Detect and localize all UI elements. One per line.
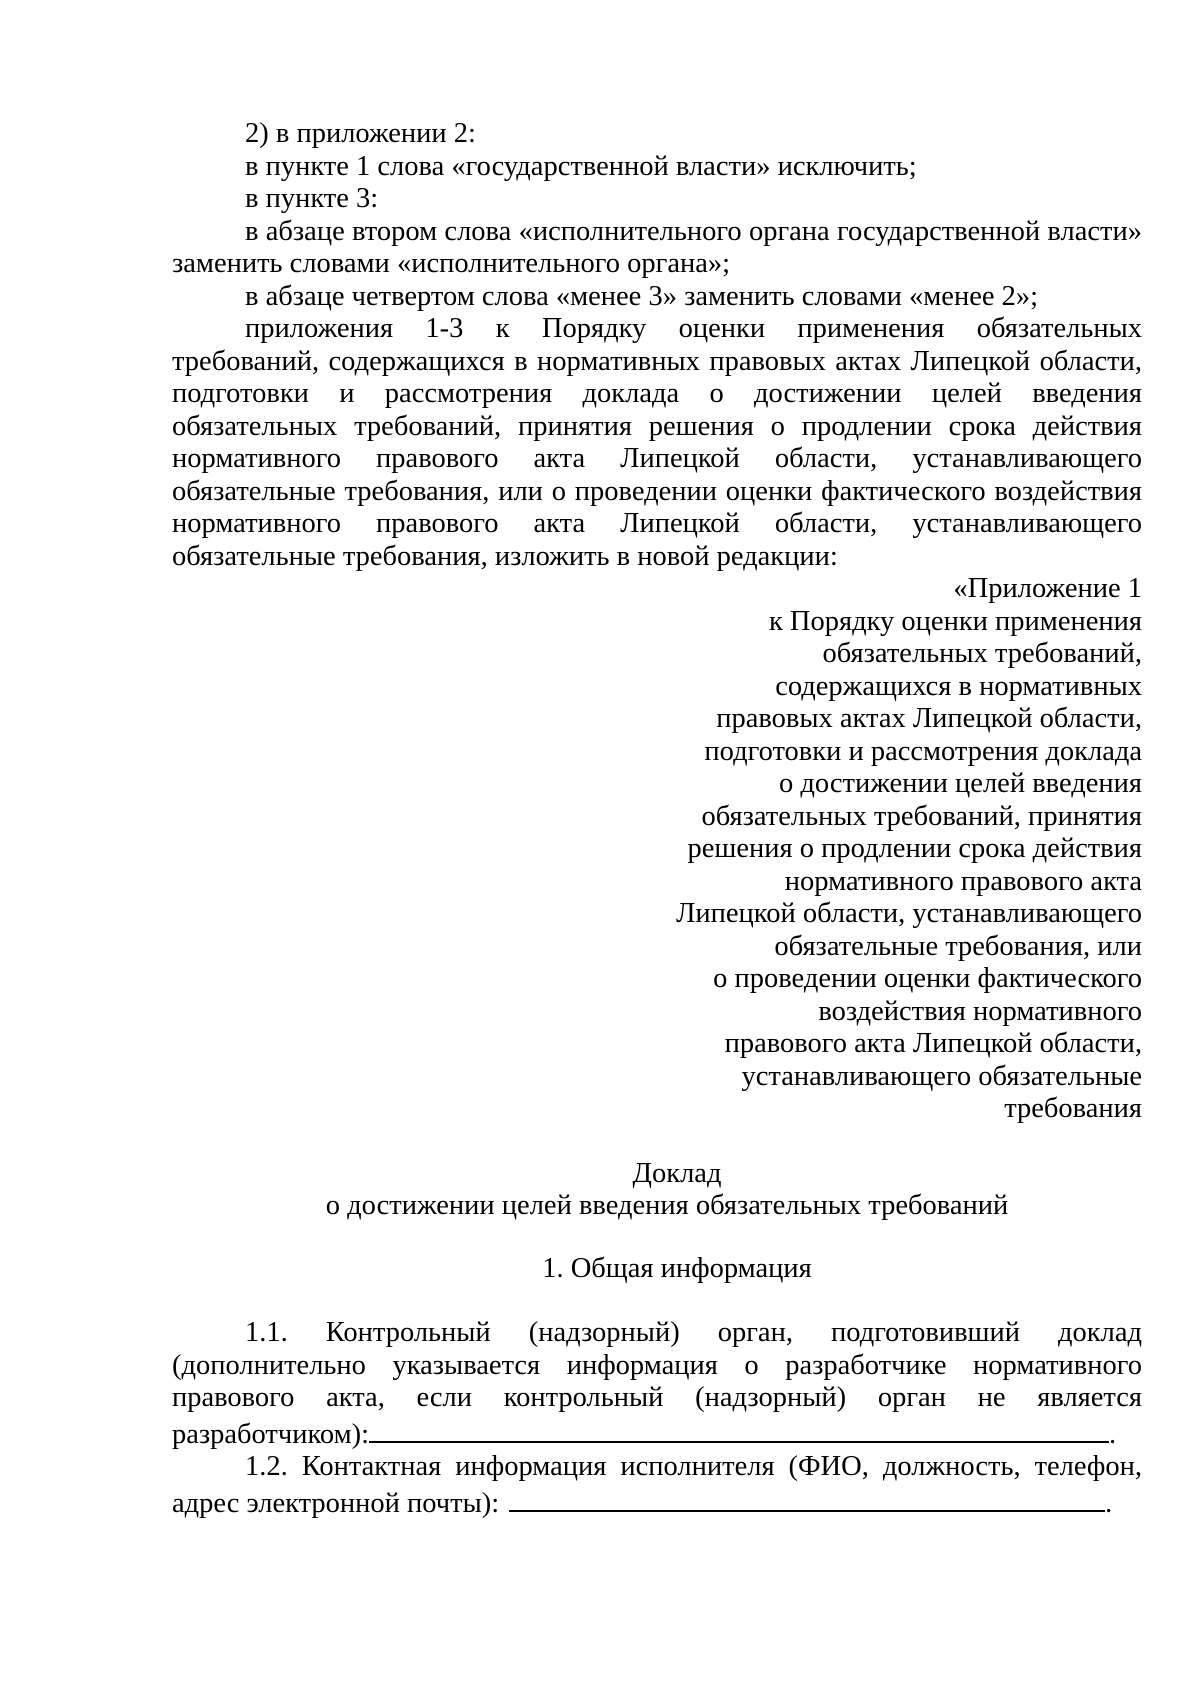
report-title: Доклад [632, 1157, 722, 1189]
appendix-header-line: Липецкой области, устанавливающего [676, 898, 1142, 929]
report-item-1-1-end: . [1109, 1418, 1117, 1450]
appendix-header-line: воздействия нормативного [818, 995, 1142, 1027]
report-item-1-2-end: . [1105, 1487, 1113, 1519]
document-page [172, 118, 1142, 1520]
report-item-1-1-blank-line [369, 1415, 1109, 1443]
appendix-header-line: нормативного правового акта [784, 865, 1142, 897]
appendix-header-line: обязательных требований, принятия [701, 800, 1142, 832]
amendment-paragraph-4: в абзаце четвертом слова «менее 3» заменить словами «менее 2»; [245, 280, 1039, 312]
report-item-1-1-text: 1.1. Контрольный (надзорный) орган, подготовивший доклад (дополнительно указывается информация о разработчике нормативного правового акта, если контрольный (надзорный) орган не является разработчиком): [172, 1317, 1142, 1450]
appendix-header-line: требования [1004, 1093, 1142, 1124]
report-item-1-2-blank-line [509, 1484, 1105, 1512]
appendix-header [172, 573, 1142, 1126]
appendix-header-line: правовых актах Липецкой области, [716, 703, 1142, 734]
appendix-header-line: подготовки и рассмотрения доклада [704, 735, 1142, 767]
amendment-item-2-heading: 2) в приложении 2: [245, 118, 476, 149]
appendix-header-line: содержащихся в нормативных [775, 670, 1142, 702]
amendment-paragraph-2: в абзаце втором слова «исполнительного органа государственной власти» заменить словами «исполнительного органа»; [172, 215, 1142, 279]
appendix-header-line: устанавливающего обязательные [741, 1060, 1142, 1092]
appendix-header-line: о проведении оценки фактического [713, 963, 1142, 994]
report-item-1-2 [172, 1451, 1142, 1520]
report-subtitle: о достижении целей введения обязательных требований [325, 1190, 1009, 1221]
appendix-header-line: к Порядку оценки применения [768, 605, 1142, 637]
appendix-header-line: решения о продлении срока действия [687, 833, 1142, 864]
section-1-title: 1. Общая информация [542, 1252, 812, 1284]
report-item-1-1 [172, 1317, 1142, 1451]
report-item-1-2-text: 1.2. Контактная информация исполнителя (ФИО, должность, телефон, адрес электронной почты): [172, 1451, 1142, 1519]
amendment-annexes: приложения 1-3 к Порядку оценки применения обязательных требований, содержащихся в нормативных правовых актах Липецкой области, подготовки и рассмотрения доклада о достижении целей введения обязательных требований, принятия решения о продлении срока действия нормативного правового акта Липецкой области, устанавливающего обязательные требования, или о проведении оценки фактического воздействия нормативного правового акта Липецкой области, устанавливающего обязательные требования, изложить в новой редакции: [172, 313, 1142, 572]
appendix-header-line: о достижении целей введения [779, 768, 1142, 799]
appendix-header-line: правового акта Липецкой области, [724, 1028, 1142, 1059]
amendment-point-3-heading: в пункте 3: [245, 183, 379, 214]
appendix-header-line: обязательные требования, или [774, 930, 1142, 962]
amendment-point-1: в пункте 1 слова «государственной власти» исключить; [245, 150, 917, 182]
appendix-header-line: «Приложение 1 [953, 573, 1142, 604]
appendix-header-line: обязательных требований, [822, 638, 1142, 669]
